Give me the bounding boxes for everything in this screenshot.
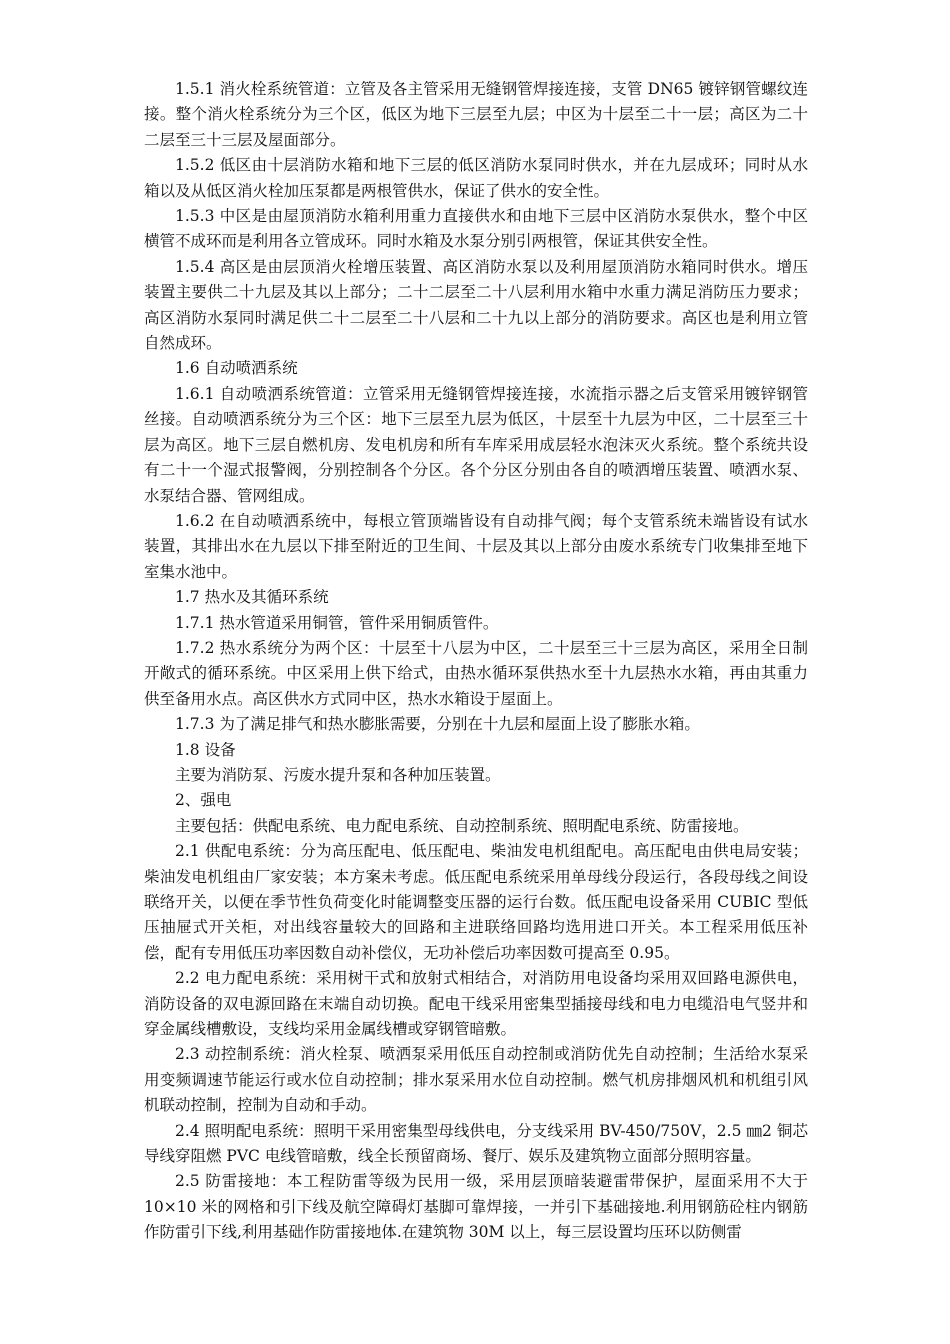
paragraph-1-5-2: 1.5.2 低区由十层消防水箱和地下三层的低区消防水泵同时供水，并在九层成环；同时从水箱以及从低区消火栓加压泵都是两根管供水，保证了供水的安全性。 (144, 156, 808, 200)
paragraph-1-5-1: 1.5.1 消火栓系统管道：立管及各主管采用无缝钢管焊接连接，支管 DN65 镀锌钢管螺纹连接。整个消火栓系统分为三个区，低区为地下三层至九层；中区为十层至二十一层；高区为二十二层至三十三层及屋面部分。 (144, 80, 808, 149)
paragraph-2-3: 2.3 动控制系统：消火栓泵、喷洒泵采用低压自动控制或消防优先自动控制；生活给水泵采用变频调速节能运行或水位自动控制；排水泵采用水位自动控制。燃气机房排烟风机和机组引风机联动控制，控制为自动和手动。 (144, 1045, 808, 1115)
paragraph-1-6-1: 1.6.1 自动喷洒系统管道：立管采用无缝钢管焊接连接，水流指示器之后支管采用镀锌钢管丝接。自动喷洒系统分为三个区：地下三层至九层为低区，十层至十九层为中区，二十层至三十层为高区。地下三层自燃机房、发电机房和所有车库采用成层轻水泡沫灭火系统。整个系统共设有二十一个湿式报警阀，分别控制各个分区。各个分区分别由各自的喷洒增压装置、喷洒水泵、水泵结合器、管网组成。 (144, 384, 808, 505)
paragraph-1-6-2: 1.6.2 在自动喷洒系统中，每根立管顶端皆设有自动排气阀；每个支管系统未端皆设有试水装置，其排出水在九层以下排至附近的卫生间、十层及其以上部分由废水系统专门收集排至地下室集水池中。 (144, 511, 808, 581)
document-body (144, 77, 808, 1246)
paragraph-equipment: 主要为消防泵、污废水提升泵和各种加压装置。 (175, 765, 501, 784)
paragraph-1-5-4: 1.5.4 高区是由层顶消火栓增压装置、高区消防水泵以及利用屋顶消防水箱同时供水。增压装置主要供二十九层及其以上部分；二十二层至二十八层利用水箱中水重力满足消防压力要求；高区消防水泵同时满足供二十二层至二十八层和二十九以上部分的消防要求。高区也是利用立管自然成环。 (144, 257, 808, 353)
paragraph-2-2: 2.2 电力配电系统：采用树干式和放射式相结合，对消防用电设备均采用双回路电源供电，消防设备的双电源回路在末端自动切换。配电干线采用密集型插接母线和电力电缆沿电气竖井和穿金属线槽敷设，支线均采用金属线槽或穿钢管暗敷。 (144, 969, 808, 1039)
paragraph-1-7-2: 1.7.2 热水系统分为两个区：十层至十八层为中区，二十层至三十三层为高区，采用全日制开敞式的循环系统。中区采用上供下给式，由热水循环泵供热水至十九层热水水箱，再由其重力供至备用水点。高区供水方式同中区，热水水箱设于屋面上。 (144, 638, 808, 708)
paragraph-2-4: 2.4 照明配电系统：照明干采用密集型母线供电，分支线采用 BV-450/750V，2.5 ㎜2 铜芯导线穿阻燃 PVC 电线管暗敷，线全长预留商场、餐厅、娱乐及建筑物立面部分照明容量。 (144, 1121, 808, 1166)
heading-1-6: 1.6 自动喷洒系统 (175, 359, 298, 378)
paragraph-2-5: 2.5 防雷接地：本工程防雷等级为民用一级，采用层顶暗装避雷带保护，屋面采用不大于 10×10 米的网格和引下线及航空障碍灯基脚可靠焊接，一并引下基础接地.利用钢筋砼柱内钢筋作防雷引下线,利用基础作防雷接地体.在建筑物 30M 以上，每三层设置均压环以防侧雷 (144, 1172, 808, 1242)
heading-2: 2、强电 (175, 791, 232, 810)
paragraph-2-1: 2.1 供配电系统：分为高压配电、低压配电、柴油发电机组配电。高压配电由供电局安装；柴油发电机组由厂家安装；本方案未考虑。低压配电系统采用单母线分段运行，各段母线之间设联络开关，以便在季节性负荷变化时能调整变压器的运行台数。低压配电设备采用 CUBIC 型低压抽屉式开关柜，对出线容量较大的回路和主进联络回路均选用进口开关。本工程采用低压补偿，配有专用低压功率因数自动补偿仪，无功补偿后功率因数可提高至 0.95。 (144, 842, 808, 962)
heading-1-7: 1.7 热水及其循环系统 (175, 588, 329, 607)
paragraph-1-7-3: 1.7.3 为了满足排气和热水膨胀需要，分别在十九层和屋面上设了膨胀水箱。 (175, 715, 700, 734)
paragraph-1-7-1: 1.7.1 热水管道采用铜管，管件采用铜质管件。 (175, 613, 499, 632)
paragraph-1-5-3: 1.5.3 中区是由屋顶消防水箱利用重力直接供水和由地下三层中区消防水泵供水，整个中区横管不成环而是利用各立管成环。同时水箱及水泵分别引两根管，保证其供安全性。 (144, 207, 808, 251)
paragraph-main-contents: 主要包括：供配电系统、电力配电系统、自动控制系统、照明配电系统、防雷接地。 (175, 816, 749, 835)
heading-1-8: 1.8 设备 (175, 740, 236, 759)
